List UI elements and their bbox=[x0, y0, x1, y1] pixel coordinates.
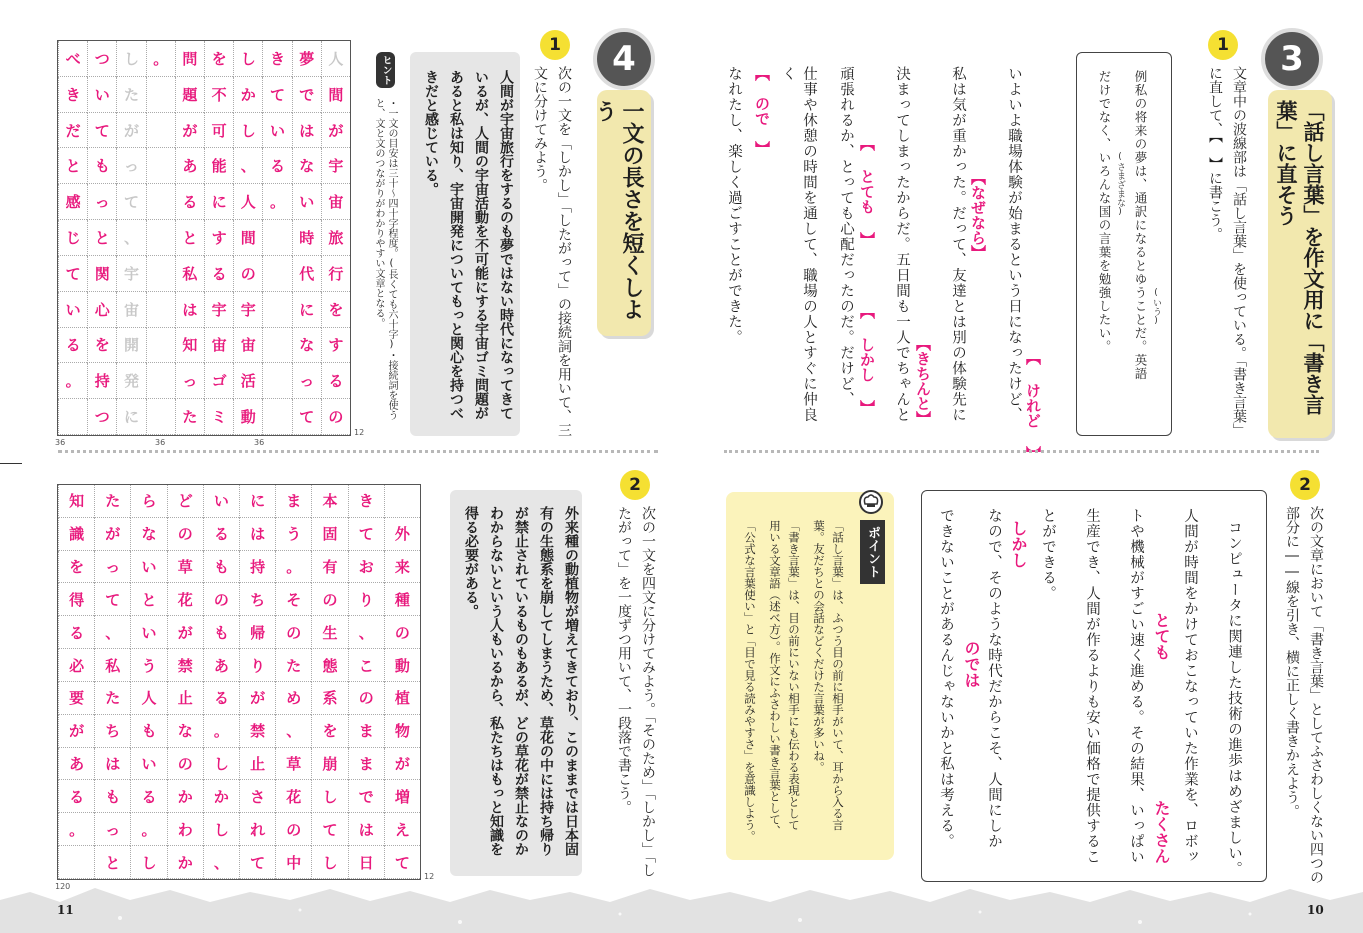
grid-cell[interactable]: め bbox=[275, 682, 311, 715]
grid-cell[interactable]: で bbox=[292, 77, 321, 113]
grid-cell[interactable]: き bbox=[58, 77, 87, 113]
divider bbox=[724, 450, 1319, 453]
passage-line: とができる。 bbox=[1040, 508, 1056, 601]
grid-cell[interactable]: 題 bbox=[175, 77, 204, 113]
grid-cell[interactable]: て bbox=[116, 184, 145, 220]
footer-decoration bbox=[0, 880, 1363, 933]
grid-cell[interactable] bbox=[146, 363, 175, 399]
section-number: 4 bbox=[612, 39, 636, 79]
grid-cell[interactable]: 持 bbox=[87, 363, 116, 399]
grid-cell[interactable] bbox=[146, 220, 175, 256]
grid-cell[interactable]: っ bbox=[87, 184, 116, 220]
grid-cell[interactable]: 宙 bbox=[233, 328, 262, 364]
grid-cell[interactable]: 来 bbox=[384, 551, 420, 584]
grid-cell[interactable]: 増 bbox=[384, 780, 420, 813]
ruby: (さまざまな) bbox=[1115, 152, 1125, 217]
grid-cell[interactable] bbox=[146, 399, 175, 435]
grid-cell[interactable]: を bbox=[204, 41, 233, 77]
grid-cell[interactable]: て bbox=[292, 399, 321, 435]
passage-line: 私は気が重かった。だって、友達とは別の体験先に bbox=[950, 66, 966, 423]
grid-cell[interactable]: 禁 bbox=[167, 649, 203, 682]
grid-cell[interactable]: わ bbox=[167, 813, 203, 846]
grid-cell[interactable]: そ bbox=[275, 583, 311, 616]
grid-cell[interactable]: っ bbox=[94, 551, 130, 584]
grid-cell[interactable]: し bbox=[130, 846, 166, 879]
grid-cell[interactable]: た bbox=[175, 399, 204, 435]
grid-cell[interactable]: が bbox=[167, 616, 203, 649]
grid-cell[interactable]: お bbox=[348, 551, 384, 584]
grid-cell[interactable]: た bbox=[94, 485, 130, 518]
grid-cell[interactable]: 、 bbox=[275, 715, 311, 748]
grid-cell[interactable]: て bbox=[348, 518, 384, 551]
grid-cell[interactable]: ち bbox=[94, 715, 130, 748]
passage-line: コンピュータに関連した技術の進歩はめざましい。 bbox=[1226, 520, 1242, 877]
grid-cell[interactable]: 動 bbox=[233, 399, 262, 435]
answer-grid-1[interactable] bbox=[57, 40, 351, 436]
point-text: 葉。友だちとの会話などくだけた言葉が多いね。 bbox=[812, 520, 826, 773]
grid-cell[interactable]: の bbox=[275, 813, 311, 846]
grid-cell[interactable]: か bbox=[167, 780, 203, 813]
grid-cell[interactable]: に bbox=[239, 485, 275, 518]
grid-cell[interactable]: る bbox=[262, 148, 291, 184]
grid-cell[interactable]: に bbox=[204, 184, 233, 220]
grid-cell[interactable]: こ bbox=[348, 649, 384, 682]
grid-cell[interactable]: 植 bbox=[384, 682, 420, 715]
grid-cell[interactable] bbox=[384, 485, 420, 518]
example-line: だけでなく、いろんな国の言葉を勉強したい。 bbox=[1097, 70, 1112, 354]
grid-cell[interactable]: る bbox=[58, 616, 94, 649]
grid-cell[interactable] bbox=[146, 256, 175, 292]
question-number: 1 bbox=[1208, 30, 1238, 60]
grid-cell[interactable]: る bbox=[58, 780, 94, 813]
grid-cell[interactable]: 中 bbox=[275, 846, 311, 879]
point-badge: ポイント bbox=[860, 520, 885, 584]
grid-cell[interactable]: い bbox=[262, 113, 291, 149]
grid-cell[interactable]: の bbox=[203, 583, 239, 616]
crop-mark bbox=[0, 463, 22, 464]
passage: 人間が宇宙旅行をするのも夢ではない時代になってきているが、人間の宇宙活動を不可能にする宇宙ゴミ問題があると私は知り、宇宙開発についてもっと関心を持つべきだと感じている。 bbox=[423, 70, 514, 420]
grid-cell[interactable]: い bbox=[292, 184, 321, 220]
grid-cell[interactable]: い bbox=[87, 77, 116, 113]
answer-2: 【なぜなら】 bbox=[969, 170, 987, 260]
passage-line: 頑張れるか、とっても心配だったのだ。だけど、 bbox=[838, 66, 854, 407]
grid-cell[interactable]: す bbox=[204, 220, 233, 256]
grid-cell[interactable]: 。 bbox=[58, 363, 87, 399]
grid-cell[interactable]: 動 bbox=[384, 649, 420, 682]
grid-cell[interactable]: 止 bbox=[239, 748, 275, 781]
page-number-right: 10 bbox=[1307, 903, 1324, 917]
grid-cell[interactable]: 禁 bbox=[239, 715, 275, 748]
example-box bbox=[1076, 52, 1172, 436]
grid-cell[interactable]: の bbox=[384, 616, 420, 649]
grid-cell[interactable]: っ bbox=[116, 148, 145, 184]
grid-cell[interactable]: 識 bbox=[58, 518, 94, 551]
question-number: 1 bbox=[540, 30, 570, 60]
grid-cell[interactable]: 宙 bbox=[321, 184, 350, 220]
passage-line: 生産でき、人間が作るよりも安い価格で提供するこ bbox=[1084, 508, 1100, 865]
point-text: 「書き言葉」は、目の前にいない相手にも伝わる表現として bbox=[787, 520, 801, 831]
grid-cell[interactable] bbox=[262, 399, 291, 435]
grid-cell[interactable]: 間 bbox=[233, 220, 262, 256]
grid-cell[interactable]: り bbox=[348, 583, 384, 616]
correction-3: しかし bbox=[1009, 520, 1028, 568]
divider bbox=[58, 450, 658, 453]
grid-cell[interactable]: 日 bbox=[348, 846, 384, 879]
grid-cell[interactable]: が bbox=[239, 682, 275, 715]
grid-cell[interactable]: 要 bbox=[58, 682, 94, 715]
grid-cell[interactable]: 関 bbox=[87, 256, 116, 292]
grid-cell[interactable]: 宙 bbox=[116, 292, 145, 328]
grid-cell[interactable]: 種 bbox=[384, 583, 420, 616]
grid-cell[interactable]: に bbox=[292, 292, 321, 328]
grid-cell[interactable]: 間 bbox=[321, 77, 350, 113]
grid-cell[interactable]: は bbox=[94, 748, 130, 781]
grid-cell[interactable]: う bbox=[130, 649, 166, 682]
grid-cell[interactable] bbox=[146, 113, 175, 149]
grid-cell[interactable] bbox=[262, 328, 291, 364]
grid-cell[interactable]: 不 bbox=[204, 77, 233, 113]
grid-cell[interactable]: ま bbox=[348, 715, 384, 748]
grid-cell[interactable]: し bbox=[311, 780, 347, 813]
example-line: 例私の将来の夢は、通訳になるとゆうことだ。英語 bbox=[1133, 70, 1148, 381]
grid-cell[interactable]: る bbox=[203, 682, 239, 715]
grid-cell[interactable]: 系 bbox=[311, 682, 347, 715]
grid-cell[interactable]: 人 bbox=[233, 184, 262, 220]
grid-cell[interactable]: が bbox=[321, 113, 350, 149]
grid-cell[interactable]: 発 bbox=[116, 363, 145, 399]
grid-cell[interactable]: 帰 bbox=[239, 616, 275, 649]
grid-cell[interactable]: じ bbox=[58, 220, 87, 256]
chef-hat-icon bbox=[858, 490, 884, 514]
grid-cell[interactable] bbox=[58, 846, 94, 879]
answer-3: 【きちんと】 bbox=[914, 336, 932, 426]
grid-cell[interactable]: 代 bbox=[292, 256, 321, 292]
grid-cell[interactable]: も bbox=[94, 780, 130, 813]
grid-cell[interactable]: つ bbox=[87, 41, 116, 77]
grid-cell[interactable]: を bbox=[311, 715, 347, 748]
instruction: 次の一文を「しかし」「したがって」の接続詞を用いて、三文に分けてみよう。 bbox=[532, 66, 572, 437]
grid-cell[interactable] bbox=[146, 328, 175, 364]
grid-cell[interactable]: か bbox=[233, 77, 262, 113]
grid-cell[interactable]: を bbox=[58, 551, 94, 584]
grid-cell[interactable]: が bbox=[175, 113, 204, 149]
section-3-badge bbox=[1261, 28, 1323, 90]
instruction: 次の文章において「書き言葉」としてふさわしくない四つの部分に――線を引き、横に正しく書きかえよう。 bbox=[1284, 506, 1324, 884]
grid-cell[interactable]: た bbox=[116, 77, 145, 113]
grid-cell[interactable]: し bbox=[203, 748, 239, 781]
grid-cell[interactable]: っ bbox=[292, 363, 321, 399]
correction-4: のでは bbox=[962, 640, 981, 688]
grid-cell[interactable]: 旅 bbox=[321, 220, 350, 256]
grid-cell[interactable]: は bbox=[239, 518, 275, 551]
grid-cell[interactable]: 、 bbox=[348, 616, 384, 649]
grid-cell[interactable]: 持 bbox=[239, 551, 275, 584]
grid-cell[interactable]: の bbox=[167, 748, 203, 781]
grid-cell[interactable]: っ bbox=[94, 813, 130, 846]
grid-cell[interactable] bbox=[146, 292, 175, 328]
grid-cell[interactable]: い bbox=[58, 292, 87, 328]
passage-line: なので、そのような時代だからこそ、人間にしか bbox=[986, 508, 1002, 849]
answer-6: 【 ので 】 bbox=[753, 66, 771, 156]
grid-cell[interactable]: な bbox=[292, 148, 321, 184]
grid-cell[interactable]: 。 bbox=[262, 184, 291, 220]
grid-cell[interactable]: あ bbox=[58, 748, 94, 781]
ruby: (いう) bbox=[1151, 288, 1161, 326]
grid-label: 36 bbox=[155, 438, 166, 447]
grid-cell[interactable]: た bbox=[275, 649, 311, 682]
grid-cell[interactable]: 私 bbox=[94, 649, 130, 682]
grid-cell[interactable]: な bbox=[292, 328, 321, 364]
grid-cell[interactable]: ゴ bbox=[204, 363, 233, 399]
grid-cell[interactable]: と bbox=[87, 220, 116, 256]
grid-cell[interactable]: 。 bbox=[203, 715, 239, 748]
correction-1: たくさん bbox=[1152, 800, 1171, 864]
passage-line: 人間が時間をかけておこなっていた作業を、ロボッ bbox=[1182, 508, 1198, 865]
grid-cell[interactable]: 時 bbox=[292, 220, 321, 256]
grid-cell[interactable]: る bbox=[130, 780, 166, 813]
point-text: 用いる文章語（述べ方）。作文にふさわしい書き言葉として、 bbox=[768, 520, 782, 837]
grid-cell[interactable]: が bbox=[384, 748, 420, 781]
grid-cell[interactable]: 私 bbox=[175, 256, 204, 292]
grid-cell[interactable]: と bbox=[130, 583, 166, 616]
grid-cell[interactable]: 、 bbox=[94, 616, 130, 649]
title-line: 「話し言葉」を作文用に bbox=[1301, 100, 1325, 331]
grid-cell[interactable] bbox=[262, 292, 291, 328]
grid-cell[interactable]: し bbox=[116, 41, 145, 77]
question-number: 2 bbox=[620, 470, 650, 500]
grid-cell[interactable]: だ bbox=[58, 113, 87, 149]
instruction: 文章中の波線部は「話し言葉」を使っている。「書き言葉」に直して、【 】に書こう。 bbox=[1207, 66, 1247, 437]
hint-badge: ヒント bbox=[376, 52, 395, 88]
grid-cell[interactable]: て bbox=[384, 846, 420, 879]
grid-label: 36 bbox=[55, 438, 66, 447]
grid-cell[interactable]: ま bbox=[275, 485, 311, 518]
grid-cell[interactable]: 宙 bbox=[204, 328, 233, 364]
grid-cell[interactable]: も bbox=[87, 148, 116, 184]
grid-cell[interactable]: い bbox=[130, 551, 166, 584]
grid-cell[interactable]: る bbox=[321, 363, 350, 399]
grid-cell[interactable]: き bbox=[348, 485, 384, 518]
grid-cell[interactable]: 人 bbox=[321, 41, 350, 77]
section-3-title bbox=[1268, 90, 1332, 438]
grid-cell[interactable]: 物 bbox=[384, 715, 420, 748]
grid-cell[interactable]: し bbox=[233, 41, 262, 77]
grid-cell[interactable]: 。 bbox=[130, 813, 166, 846]
grid-cell[interactable]: 態 bbox=[311, 649, 347, 682]
grid-cell[interactable]: と bbox=[58, 148, 87, 184]
passage-line: トや機械がすごい速く進める。その結果、いっぱい bbox=[1128, 508, 1144, 865]
grid-cell[interactable]: っ bbox=[175, 363, 204, 399]
hint-text: ・一文の目安は三十〜四十字程度。(長くても六十字)・接続詞を使うと、文と文のつながりがわかりやすい文章となる。 bbox=[373, 98, 397, 420]
grid-cell[interactable]: に bbox=[116, 399, 145, 435]
grid-cell[interactable]: る bbox=[203, 518, 239, 551]
passage-line: 仕事や休憩の時間を通して、職場の人とすぐに仲良く bbox=[780, 66, 817, 423]
grid-cell[interactable]: 草 bbox=[275, 748, 311, 781]
grid-cell[interactable]: ま bbox=[348, 748, 384, 781]
grid-cell[interactable]: は bbox=[175, 292, 204, 328]
grid-cell[interactable]: し bbox=[311, 846, 347, 879]
grid-cell[interactable]: か bbox=[203, 780, 239, 813]
passage-line: いよいよ職場体験が始まるという日になったけど、 bbox=[1006, 66, 1022, 423]
grid-label: 120 bbox=[55, 882, 71, 891]
grid-cell[interactable]: 宇 bbox=[233, 292, 262, 328]
grid-cell[interactable]: き bbox=[262, 41, 291, 77]
section-4-title: 一文の長さを短くしよう bbox=[597, 90, 651, 336]
grid-cell[interactable]: が bbox=[58, 715, 94, 748]
grid-cell[interactable]: を bbox=[321, 292, 350, 328]
grid-cell[interactable]: 人 bbox=[130, 682, 166, 715]
grid-cell[interactable]: の bbox=[167, 518, 203, 551]
grid-label: 36 bbox=[254, 438, 265, 447]
grid-cell[interactable]: 、 bbox=[203, 846, 239, 879]
grid-cell[interactable]: は bbox=[292, 113, 321, 149]
grid-cell[interactable]: 夢 bbox=[292, 41, 321, 77]
grid-cell[interactable]: て bbox=[239, 846, 275, 879]
grid-cell[interactable]: は bbox=[348, 813, 384, 846]
page-number-left: 11 bbox=[57, 903, 74, 917]
grid-cell[interactable]: い bbox=[203, 485, 239, 518]
grid-cell[interactable]: の bbox=[233, 256, 262, 292]
answer-5: 【 しかし 】 bbox=[858, 304, 876, 415]
question-number: 2 bbox=[1290, 470, 1320, 500]
grid-cell[interactable]: え bbox=[384, 813, 420, 846]
grid-cell[interactable]: 。 bbox=[58, 813, 94, 846]
instruction: 次の一文を四文に分けてみよう。「そのため」「しかし」「したがって」を一度ずつ用いて、一段落で書こう。 bbox=[616, 506, 656, 877]
grid-cell[interactable] bbox=[262, 220, 291, 256]
grid-cell[interactable]: 、 bbox=[116, 220, 145, 256]
grid-cell[interactable]: 宇 bbox=[116, 256, 145, 292]
grid-label: 12 bbox=[354, 428, 365, 437]
grid-cell[interactable]: の bbox=[311, 583, 347, 616]
grid-cell[interactable]: の bbox=[275, 616, 311, 649]
grid-cell[interactable]: 花 bbox=[275, 780, 311, 813]
grid-label: 12 bbox=[424, 872, 435, 881]
grid-cell[interactable]: を bbox=[87, 328, 116, 364]
grid-cell[interactable]: 必 bbox=[58, 649, 94, 682]
grid-cell[interactable]: つ bbox=[87, 399, 116, 435]
grid-cell[interactable]: な bbox=[167, 715, 203, 748]
grid-cell[interactable]: て bbox=[262, 77, 291, 113]
grid-cell[interactable]: の bbox=[348, 682, 384, 715]
passage-line: 決まってしまったからだ。五日間も一人でちゃんと bbox=[894, 66, 910, 423]
grid-cell[interactable] bbox=[146, 184, 175, 220]
grid-cell[interactable]: い bbox=[130, 748, 166, 781]
grid-cell[interactable]: か bbox=[167, 846, 203, 879]
grid-cell[interactable] bbox=[146, 77, 175, 113]
grid-cell[interactable]: で bbox=[348, 780, 384, 813]
grid-cell[interactable]: れ bbox=[239, 813, 275, 846]
grid-cell[interactable]: て bbox=[311, 813, 347, 846]
point-text: 「話し言葉」は、ふつう目の前に相手がいて、耳から入る言 bbox=[831, 520, 845, 831]
grid-cell[interactable]: が bbox=[94, 518, 130, 551]
grid-cell[interactable]: 。 bbox=[146, 41, 175, 77]
grid-cell[interactable]: る bbox=[204, 256, 233, 292]
correction-2: とても bbox=[1152, 612, 1171, 660]
grid-cell[interactable]: も bbox=[203, 616, 239, 649]
grid-cell[interactable]: ど bbox=[167, 485, 203, 518]
grid-cell[interactable]: あ bbox=[175, 148, 204, 184]
grid-cell[interactable]: す bbox=[321, 328, 350, 364]
grid-cell[interactable]: 止 bbox=[167, 682, 203, 715]
grid-cell[interactable]: の bbox=[321, 399, 350, 435]
grid-cell[interactable] bbox=[262, 363, 291, 399]
grid-cell[interactable]: て bbox=[58, 256, 87, 292]
grid-cell[interactable]: も bbox=[130, 715, 166, 748]
answer-4: 【 とても 】 bbox=[858, 136, 876, 247]
grid-cell[interactable]: い bbox=[130, 616, 166, 649]
grid-cell[interactable]: と bbox=[175, 220, 204, 256]
section-4-badge bbox=[593, 28, 655, 90]
grid-cell[interactable]: も bbox=[203, 551, 239, 584]
grid-cell[interactable]: 草 bbox=[167, 551, 203, 584]
point-text: 「公式な言葉使い」と「目で見る読みやすさ」を意識しよう。 bbox=[743, 520, 757, 842]
grid-cell[interactable]: う bbox=[275, 518, 311, 551]
grid-cell[interactable]: て bbox=[94, 583, 130, 616]
grid-cell[interactable]: 問 bbox=[175, 41, 204, 77]
grid-cell[interactable]: り bbox=[239, 649, 275, 682]
grid-cell[interactable]: て bbox=[87, 113, 116, 149]
grid-cell[interactable]: 得 bbox=[58, 583, 94, 616]
passage: 外来種の動植物が増えてきており、このままでは日本固有の生態系を崩してしまうため、草花の中には持ち帰りが禁止されているものもあるが、どの草花が禁止なのかわからないという人もいるから、私たちはもっと知識を得る必要がある。 bbox=[463, 506, 579, 856]
grid-cell[interactable]: 固 bbox=[311, 518, 347, 551]
grid-cell[interactable]: 知 bbox=[58, 485, 94, 518]
grid-cell[interactable]: る bbox=[58, 328, 87, 364]
grid-cell[interactable] bbox=[58, 399, 87, 435]
grid-cell[interactable]: 可 bbox=[204, 113, 233, 149]
grid-cell[interactable]: べ bbox=[58, 41, 87, 77]
grid-cell[interactable]: 本 bbox=[311, 485, 347, 518]
grid-cell[interactable]: る bbox=[175, 184, 204, 220]
grid-cell[interactable]: 、 bbox=[233, 148, 262, 184]
grid-cell[interactable]: 花 bbox=[167, 583, 203, 616]
grid-cell[interactable]: し bbox=[203, 813, 239, 846]
grid-cell[interactable]: が bbox=[116, 113, 145, 149]
grid-cell[interactable]: さ bbox=[239, 780, 275, 813]
answer-1: 【 けれど 】 bbox=[1024, 350, 1042, 461]
grid-cell[interactable]: ら bbox=[130, 485, 166, 518]
grid-cell[interactable]: あ bbox=[203, 649, 239, 682]
grid-cell[interactable]: し bbox=[233, 113, 262, 149]
grid-cell[interactable]: 感 bbox=[58, 184, 87, 220]
grid-cell[interactable]: 外 bbox=[384, 518, 420, 551]
passage-line: なれたし、楽しく過ごすことができた。 bbox=[726, 66, 742, 345]
grid-cell[interactable]: 有 bbox=[311, 551, 347, 584]
passage-line: できないことがあるんじゃないかと私は考える。 bbox=[938, 508, 954, 849]
title-line: 「書き言葉」に直そう bbox=[1274, 100, 1325, 415]
grid-cell[interactable]: 生 bbox=[311, 616, 347, 649]
grid-cell[interactable]: な bbox=[130, 518, 166, 551]
grid-cell[interactable]: た bbox=[94, 682, 130, 715]
grid-cell[interactable]: 活 bbox=[233, 363, 262, 399]
grid-cell[interactable]: 行 bbox=[321, 256, 350, 292]
answer-grid-2[interactable] bbox=[57, 484, 421, 880]
grid-cell[interactable]: と bbox=[94, 846, 130, 879]
grid-cell[interactable]: 開 bbox=[116, 328, 145, 364]
grid-cell[interactable]: ミ bbox=[204, 399, 233, 435]
grid-cell[interactable]: 知 bbox=[175, 328, 204, 364]
section-number: 3 bbox=[1280, 39, 1304, 79]
grid-cell[interactable] bbox=[262, 256, 291, 292]
grid-cell[interactable]: 心 bbox=[87, 292, 116, 328]
grid-cell[interactable] bbox=[146, 148, 175, 184]
grid-cell[interactable]: ち bbox=[239, 583, 275, 616]
grid-cell[interactable]: 宇 bbox=[321, 148, 350, 184]
grid-cell[interactable]: 崩 bbox=[311, 748, 347, 781]
grid-cell[interactable]: 能 bbox=[204, 148, 233, 184]
grid-cell[interactable]: 。 bbox=[275, 551, 311, 584]
grid-cell[interactable]: 宇 bbox=[204, 292, 233, 328]
